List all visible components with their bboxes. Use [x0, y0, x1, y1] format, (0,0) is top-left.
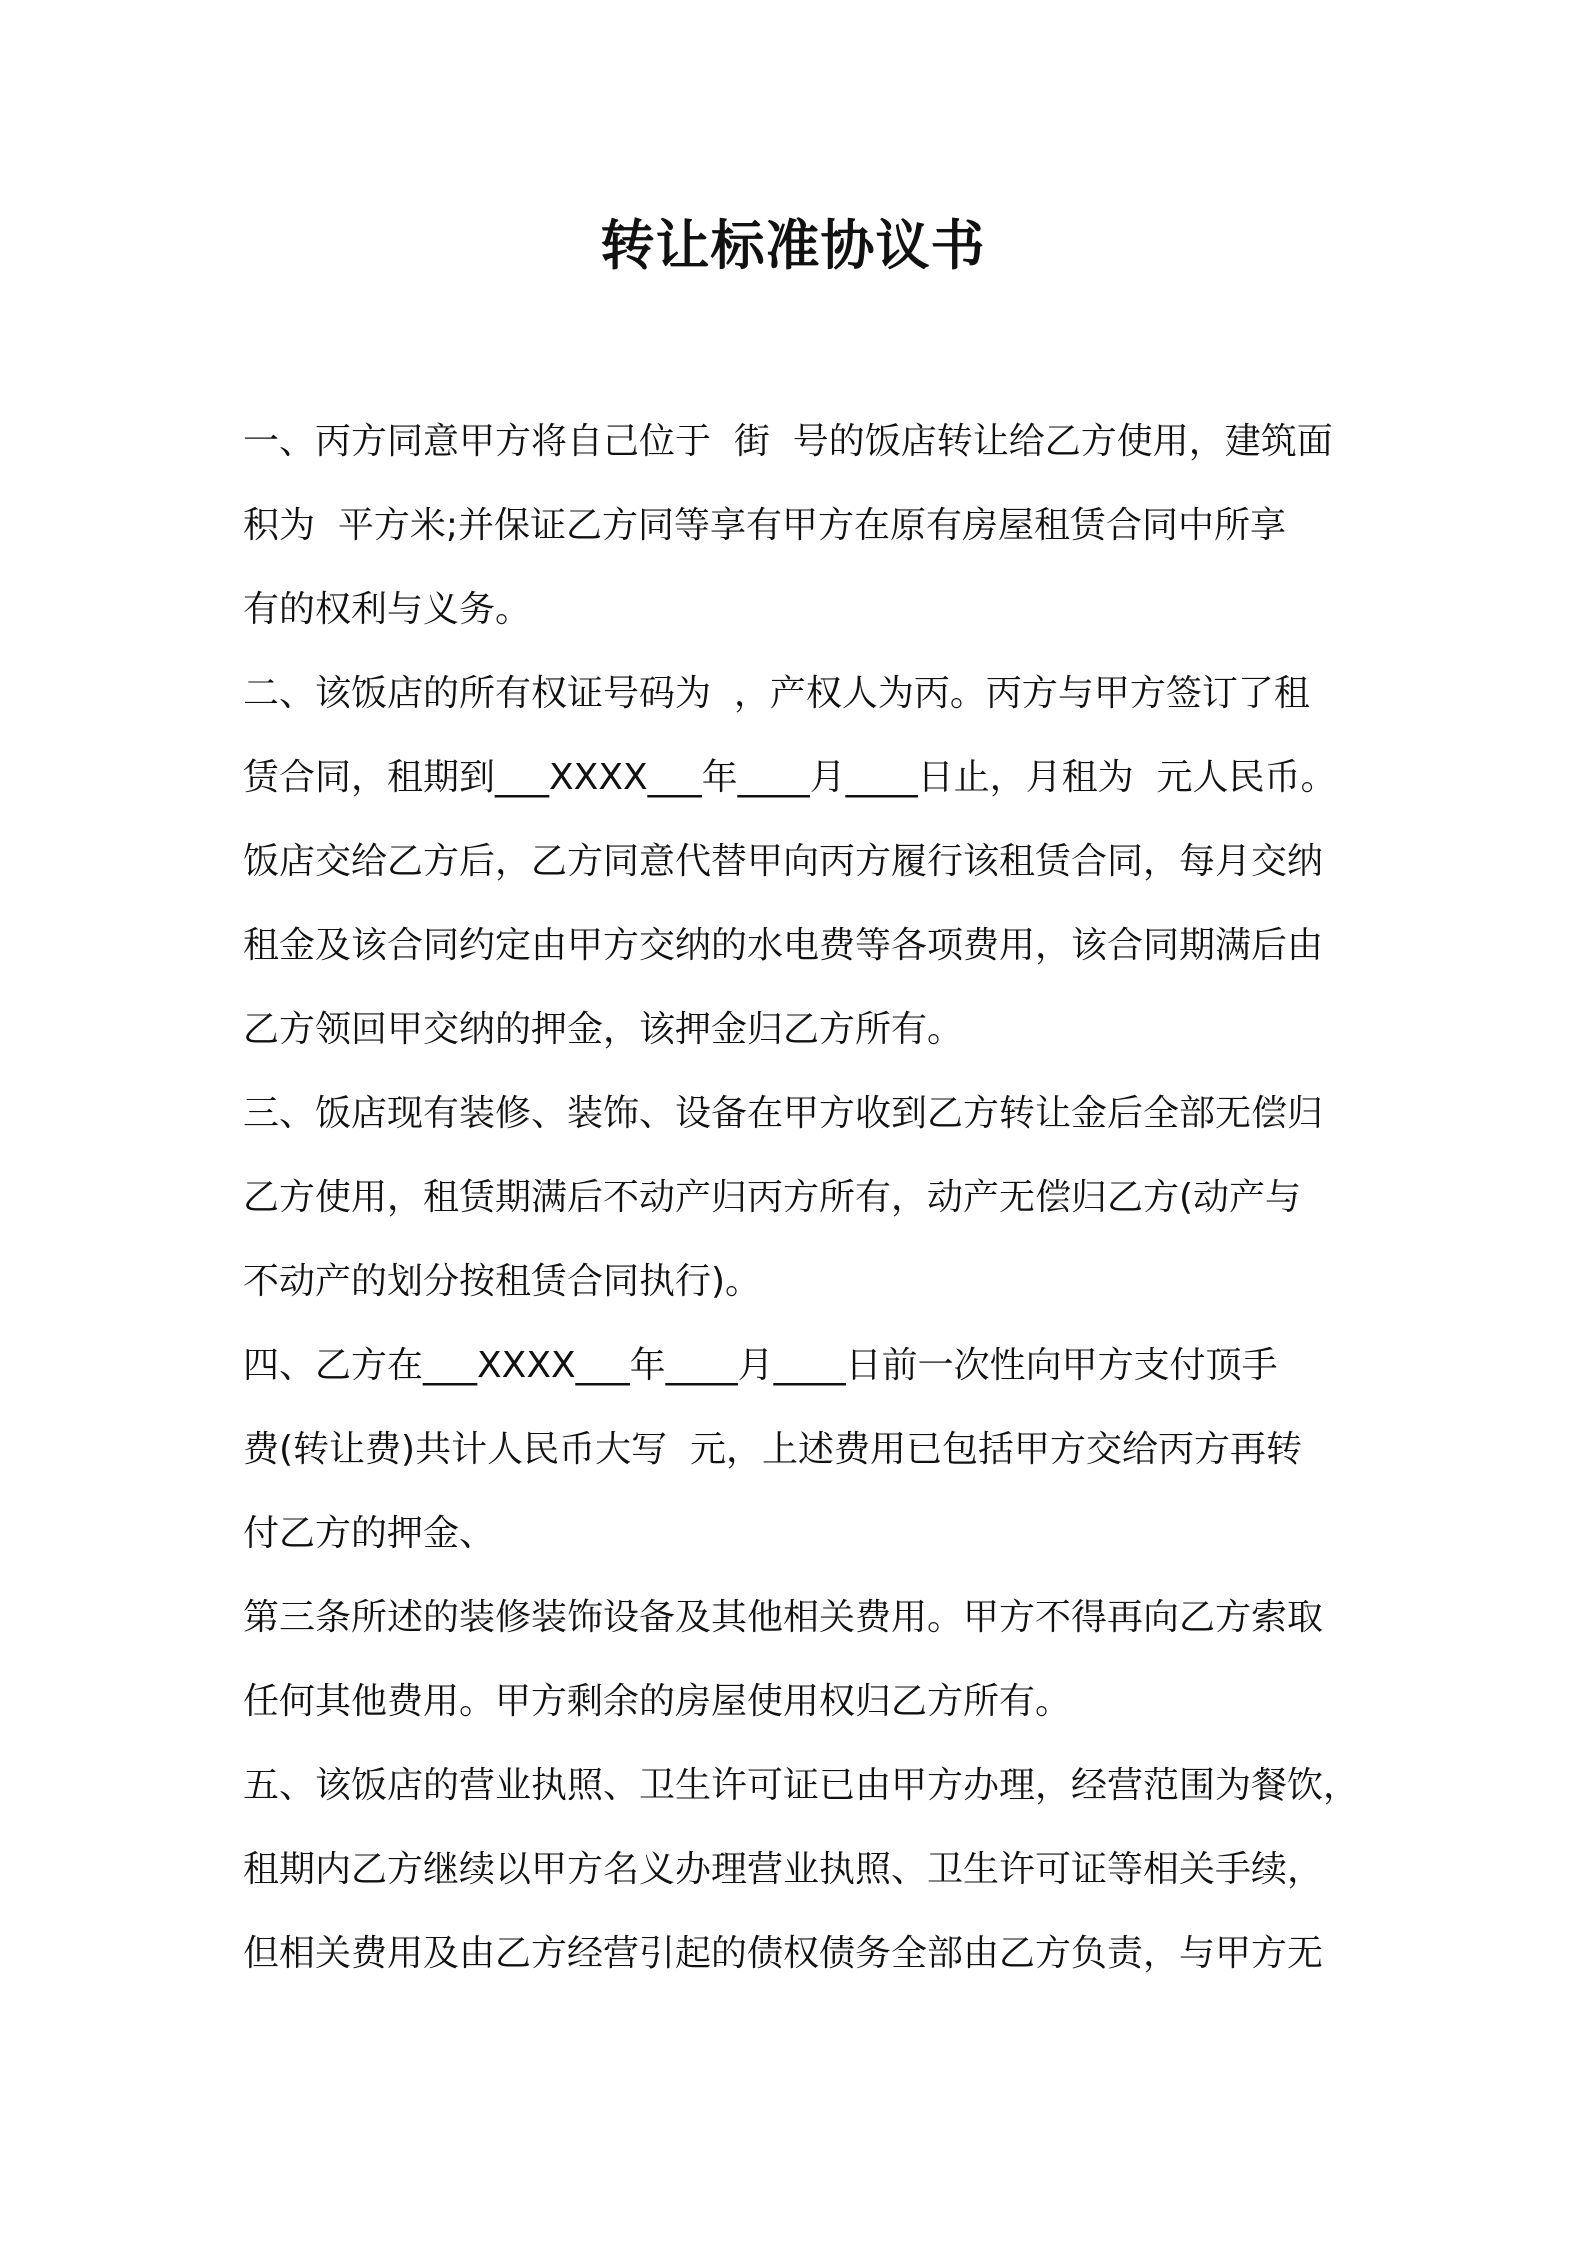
body-line: 乙方使用，租赁期满后不动产归丙方所有，动产无偿归乙方(动产与	[243, 1177, 1302, 1218]
body-line: 不动产的划分按租赁合同执行)。	[243, 1261, 762, 1302]
body-line: 租期内乙方继续以甲方名义办理营业执照、卫生许可证等相关手续，	[243, 1849, 1324, 1890]
body-line: 有的权利与义务。	[243, 589, 532, 630]
body-line: 五、该饭店的营业执照、卫生许可证已由甲方办理，经营范围为餐饮，	[243, 1765, 1360, 1806]
body-line: 积为 平方米;并保证乙方同等享有甲方在原有房屋租赁合同中所享	[243, 505, 1287, 546]
body-line: 乙方领回甲交纳的押金，该押金归乙方所有。	[243, 1009, 964, 1050]
document-body	[243, 400, 1363, 1996]
body-line: 三、饭店现有装修、装饰、设备在甲方收到乙方转让金后全部无偿归	[243, 1093, 1324, 1134]
body-line: 租金及该合同约定由甲方交纳的水电费等各项费用，该合同期满后由	[243, 925, 1324, 966]
body-line: 付乙方的押金、	[243, 1513, 496, 1554]
body-line: 一、丙方同意甲方将自己位于 街 号的饭店转让给乙方使用，建筑面	[243, 421, 1333, 462]
body-line: 第三条所述的装修装饰设备及其他相关费用。甲方不得再向乙方索取	[243, 1597, 1324, 1638]
body-line: 四、乙方在___XXXX___年____月____日前一次性向甲方支付顶手	[243, 1345, 1278, 1386]
body-line: 任何其他费用。甲方剩余的房屋使用权归乙方所有。	[243, 1681, 1072, 1722]
body-line: 赁合同，租期到___XXXX___年____月____日止，月租为 元人民币。	[243, 757, 1337, 798]
document-title: 转让标准协议书	[600, 214, 986, 277]
body-line: 但相关费用及由乙方经营引起的债权债务全部由乙方负责，与甲方无	[243, 1933, 1324, 1974]
body-line: 二、该饭店的所有权证号码为 ，产权人为丙。丙方与甲方签订了租	[243, 673, 1310, 714]
body-line: 饭店交给乙方后，乙方同意代替甲向丙方履行该租赁合同，每月交纳	[243, 841, 1324, 882]
body-line: 费(转让费)共计人民币大写 元，上述费用已包括甲方交给丙方再转	[243, 1429, 1302, 1470]
